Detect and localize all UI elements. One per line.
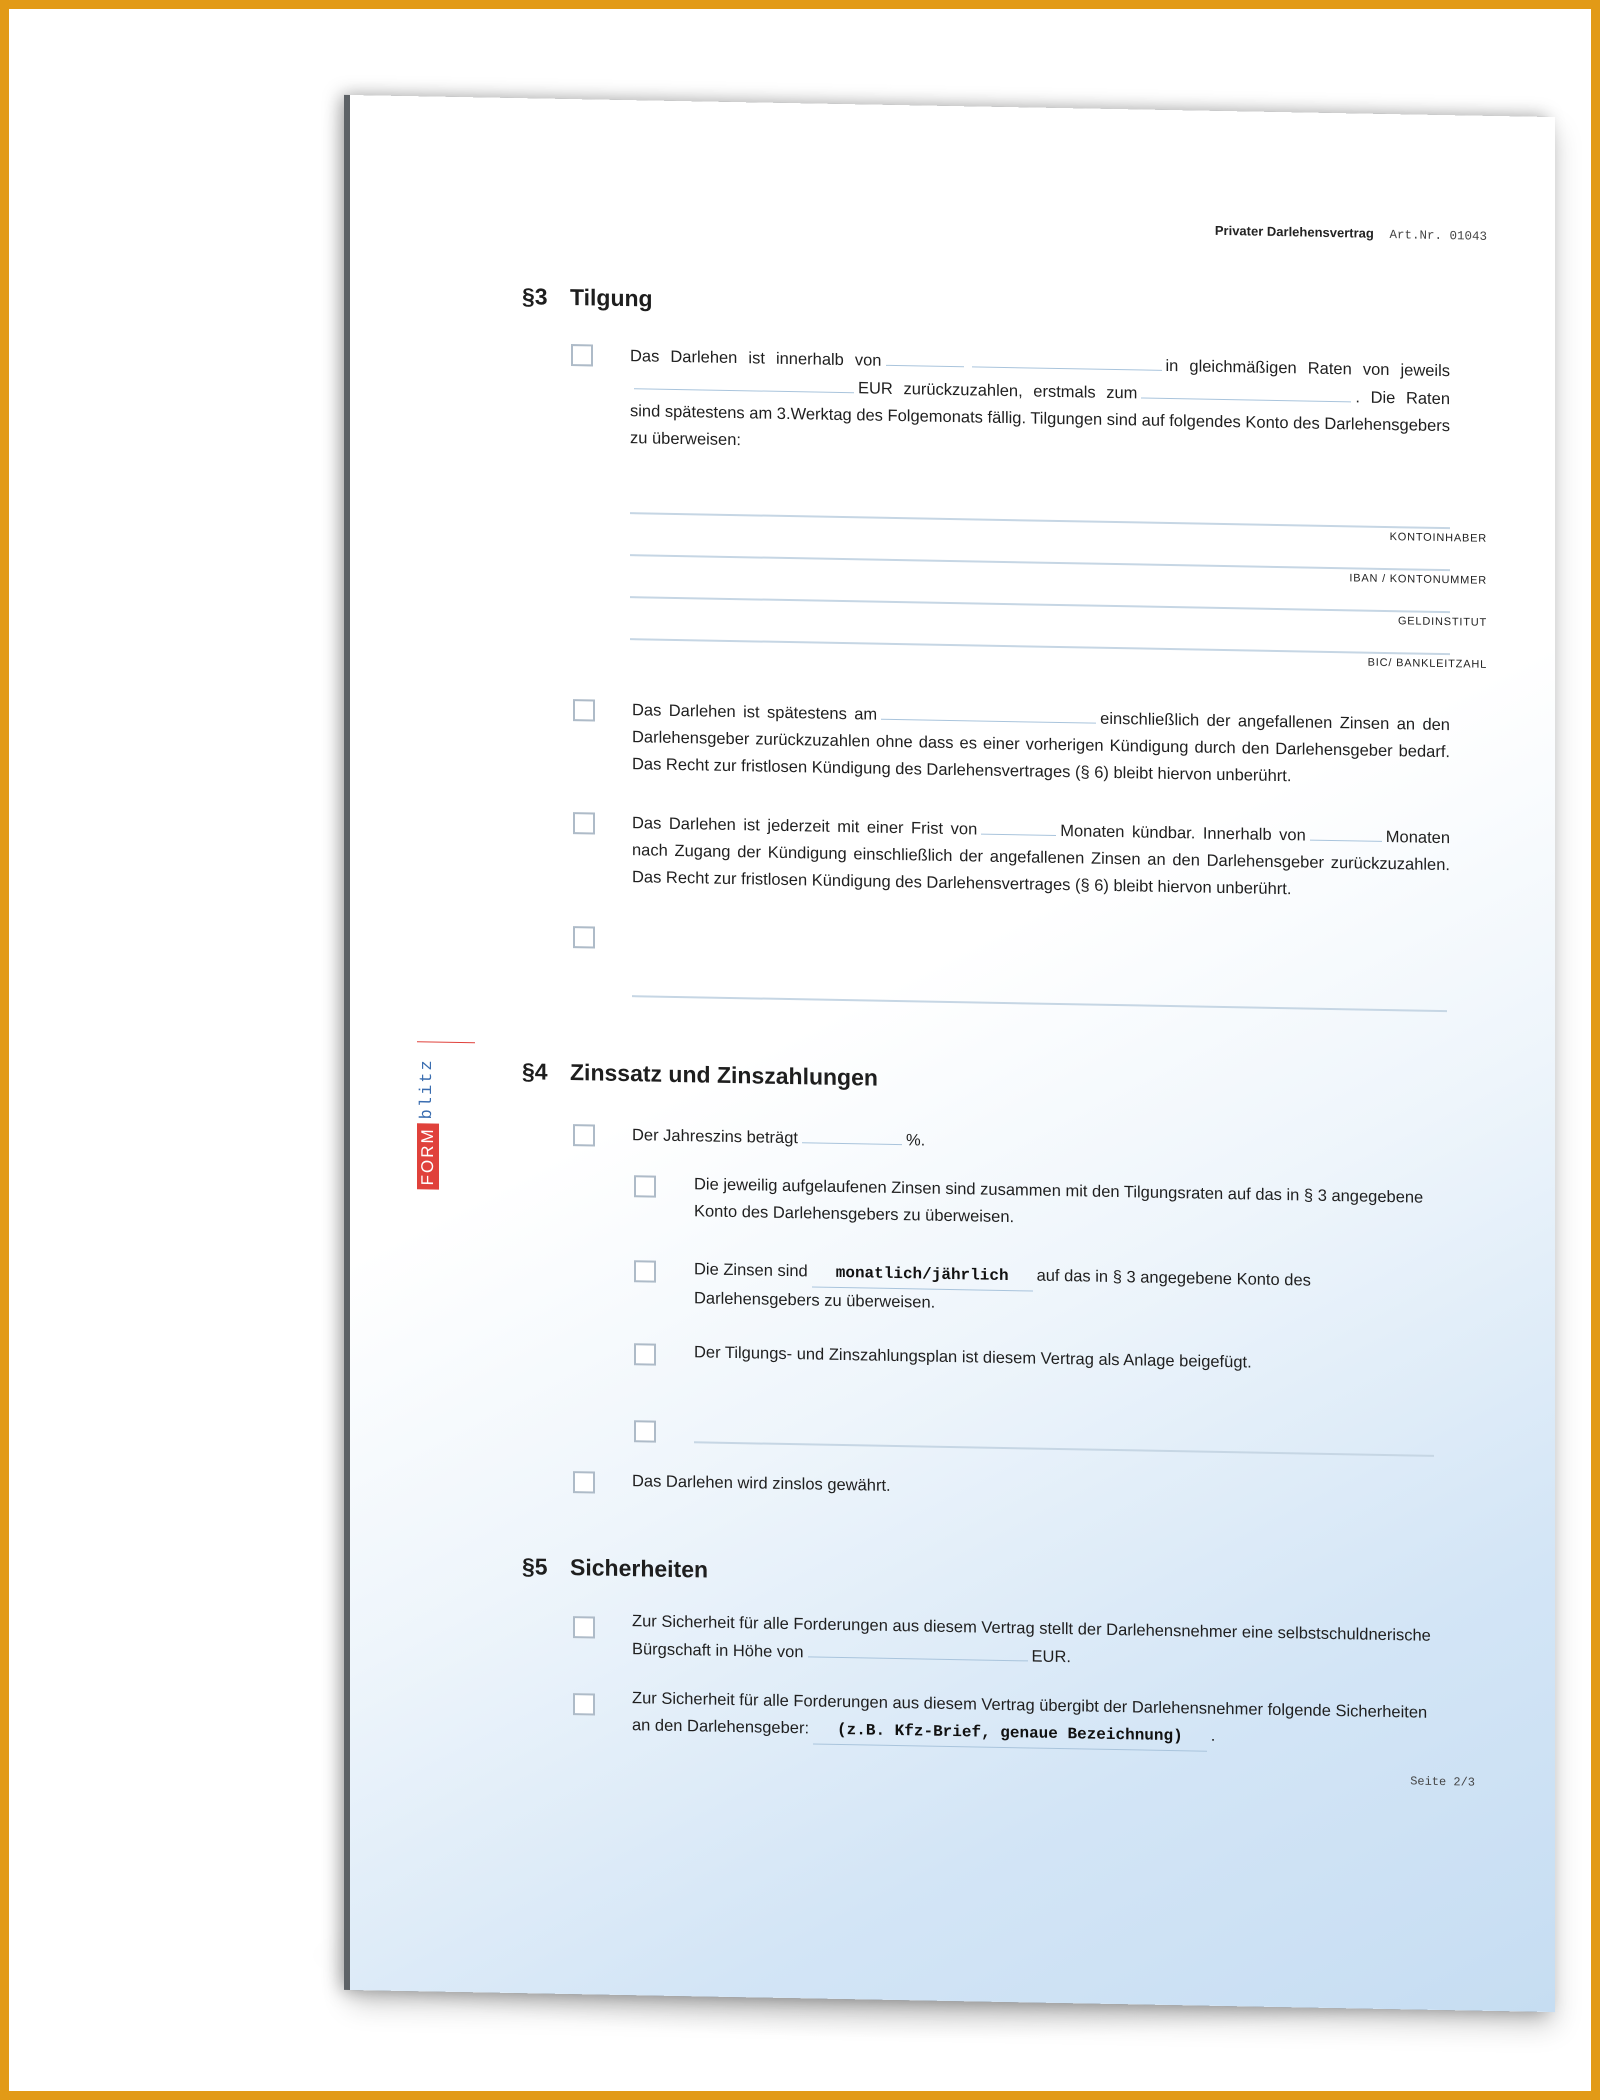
input-line-geldinstitut[interactable]	[630, 596, 1450, 613]
fill-field-collateral-description[interactable]: (z.B. Kfz-Brief, genaue Bezeichnung)	[813, 1716, 1207, 1751]
paragraph-interest-with-installments: Die jeweilig aufgelaufenen Zinsen sind zusammen mit den Tilgungsraten auf das in § 3 angegebene Konto des Darlehensgebers zu überweisen.	[694, 1175, 1424, 1227]
paragraph-payment-plan: Der Tilgungs- und Zinszahlungsplan ist diesem Vertrag als Anlage beigefügt.	[694, 1343, 1252, 1372]
fill-field-installment-amount[interactable]	[634, 370, 854, 393]
label-iban: IBAN / KONTONUMMER	[1349, 572, 1487, 587]
checkbox-interest-schedule[interactable]	[634, 1260, 656, 1282]
paragraph-termination: Das Darlehen ist jederzeit mit einer Frist von Monaten kündbar. Innerhalb von Monaten nach Zugang der Kündigung einschließlich der angefallenen Zinsen an den Darlehensgeber zurückzuzahlen. Das Recht zur fristlosen Kündigung des Darlehensvertrages (§ 6) bleibt hiervon unberührt.	[632, 814, 1451, 899]
fill-field-interest-frequency[interactable]: monatlich/jährlich	[812, 1259, 1033, 1291]
document-page	[350, 95, 1555, 2012]
article-number: Art.Nr. 01043	[1389, 228, 1487, 244]
section-heading: Sicherheiten	[570, 1554, 709, 1583]
logo-form-text: FORM	[417, 1123, 439, 1189]
fill-field-first-payment-date[interactable]	[1141, 380, 1351, 403]
formblitz-logo	[417, 1041, 443, 1191]
input-line-other-interest[interactable]	[694, 1441, 1434, 1457]
label-kontoinhaber: KONTOINHABER	[1389, 531, 1487, 545]
checkbox-other-tilgung[interactable]	[573, 926, 595, 948]
fill-field-notice-months[interactable]	[981, 816, 1056, 836]
fill-field-duration-unit[interactable]	[972, 348, 1162, 370]
section-heading: Zinssatz und Zinszahlungen	[570, 1059, 878, 1091]
label-geldinstitut: GELDINSTITUT	[1397, 615, 1487, 629]
paragraph-interest-schedule: Die Zinsen sind monatlich/jährlich auf das in § 3 angegebene Konto des Darlehensgebers zu überweisen.	[694, 1260, 1311, 1312]
logo-blitz-text: blitz	[418, 1058, 437, 1120]
input-line-bic[interactable]	[630, 638, 1450, 655]
fill-field-duration-number[interactable]	[886, 347, 964, 367]
page-number: Seite 2/3	[1410, 1774, 1475, 1790]
checkbox-collateral[interactable]	[573, 1693, 595, 1715]
section-title-sicherheiten	[522, 1553, 708, 1583]
checkbox-installments[interactable]	[571, 344, 593, 366]
section-number: §4	[522, 1058, 548, 1085]
paragraph-collateral: Zur Sicherheit für alle Forderungen aus diesem Vertrag übergibt der Darlehensnehmer folgende Sicherheiten an den Darlehensgeber: (z.B. Kfz-Brief, genaue Bezeichnung) .	[632, 1685, 1450, 1756]
checkbox-other-interest[interactable]	[634, 1420, 656, 1442]
checkbox-payment-plan[interactable]	[634, 1343, 656, 1365]
paragraph-interest-free: Das Darlehen wird zinslos gewährt.	[632, 1472, 891, 1495]
paragraph-interest-rate: Der Jahreszins beträgt %.	[632, 1126, 926, 1150]
section-title-zinssatz	[522, 1058, 878, 1092]
section-title-tilgung	[522, 283, 653, 312]
paragraph-guarantee: Zur Sicherheit für alle Forderungen aus diesem Vertrag stellt der Darlehensnehmer eine selbstschuldnerische Bürgschaft in Höhe von EUR.	[632, 1612, 1431, 1667]
paragraph-installments: Das Darlehen ist innerhalb von in gleichmäßigen Raten von jeweils EUR zurückzuzahlen, erstmals zum . Die Raten sind spätestens am 3.Werktag des Folgemonats fällig. Tilgungen sind auf folgendes Konto des Darlehensgebers zu überweisen:	[630, 347, 1450, 450]
fill-field-interest-percent[interactable]	[802, 1124, 902, 1145]
document-title: Privater Darlehensvertrag	[1214, 222, 1374, 241]
checkbox-fixed-date[interactable]	[573, 699, 595, 721]
label-bic: BIC/ BANKLEITZAHL	[1367, 656, 1487, 671]
input-line-other-tilgung[interactable]	[632, 995, 1447, 1012]
section-number: §3	[522, 283, 548, 310]
input-line-kontoinhaber[interactable]	[630, 512, 1450, 529]
fill-field-repayment-date[interactable]	[881, 701, 1096, 724]
document-header	[1215, 223, 1487, 244]
fill-field-guarantee-amount[interactable]	[808, 1638, 1028, 1661]
section-number: §5	[522, 1553, 548, 1580]
checkbox-guarantee[interactable]	[573, 1616, 595, 1638]
checkbox-termination[interactable]	[573, 812, 595, 834]
checkbox-interest-with-installments[interactable]	[634, 1175, 656, 1197]
logo-accent-line	[417, 1041, 475, 1043]
section-heading: Tilgung	[570, 284, 653, 312]
checkbox-interest-rate[interactable]	[573, 1124, 595, 1146]
checkbox-interest-free[interactable]	[573, 1471, 595, 1493]
input-line-iban[interactable]	[630, 554, 1450, 571]
fill-field-repay-months[interactable]	[1310, 822, 1382, 842]
paragraph-fixed-date: Das Darlehen ist spätestens am einschließlich der angefallenen Zinsen an den Darlehensgeber zurückzuzahlen ohne dass es einer vorherigen Kündigung durch den Darlehensgeber bedarf. Das Recht zur fristlosen Kündigung des Darlehensvertrages (§ 6) bleibt hiervon unberührt.	[632, 701, 1450, 786]
